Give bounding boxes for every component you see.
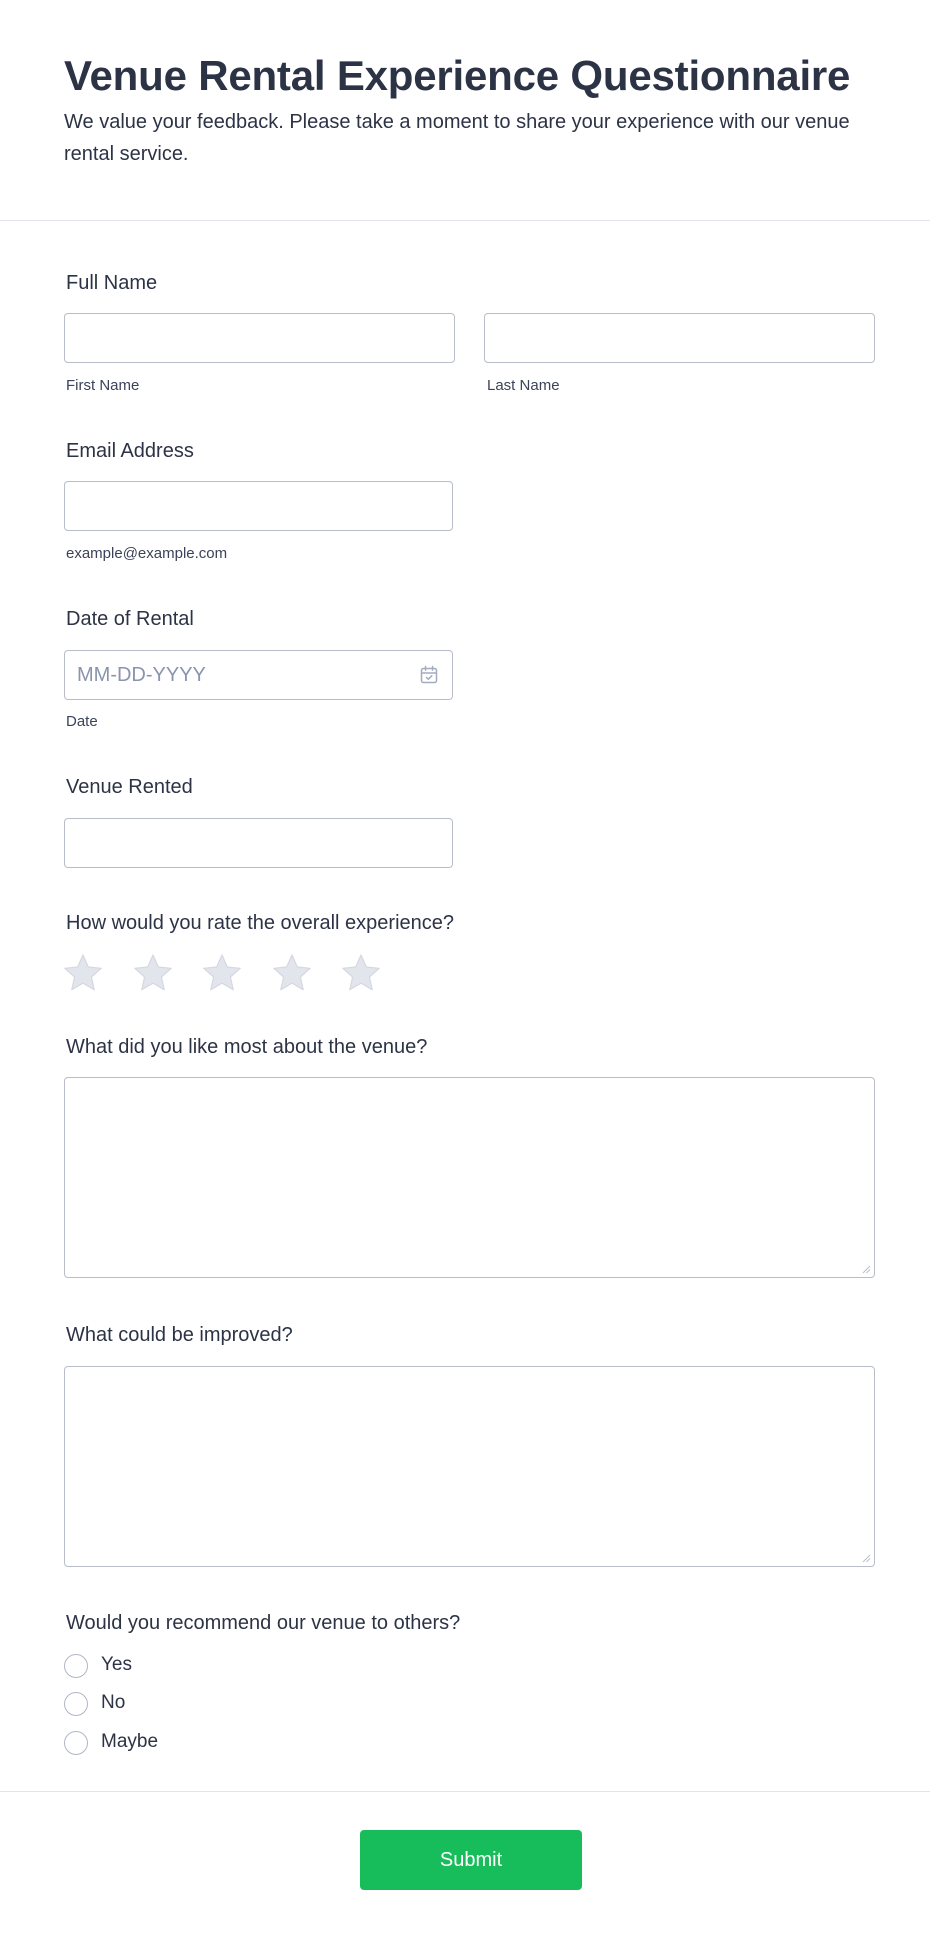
venue-input[interactable] <box>64 818 453 868</box>
radio-button[interactable] <box>64 1731 88 1755</box>
radio-label[interactable]: Maybe <box>101 1731 159 1752</box>
rental-date-placeholder: MM-DD-YYYY <box>77 664 206 686</box>
star-icon[interactable] <box>271 952 313 994</box>
rental-date-input[interactable] <box>64 650 453 700</box>
star-icon[interactable] <box>340 952 382 994</box>
last-name-sublabel: Last Name <box>487 377 560 394</box>
star-icon[interactable] <box>62 952 104 994</box>
liked-textarea[interactable] <box>64 1077 875 1278</box>
star-icon[interactable] <box>132 952 174 994</box>
resize-handle-icon[interactable] <box>861 1553 871 1563</box>
form-title: Venue Rental Experience Questionnaire <box>64 52 851 99</box>
submit-button[interactable]: Submit <box>360 1830 582 1890</box>
last-name-input[interactable] <box>484 313 875 363</box>
first-name-sublabel: First Name <box>66 377 140 394</box>
radio-button[interactable] <box>64 1692 88 1716</box>
full-name-label: Full Name <box>66 272 158 294</box>
resize-handle-icon[interactable] <box>861 1264 871 1274</box>
improved-textarea[interactable] <box>64 1366 875 1567</box>
form-footer <box>0 1791 930 1938</box>
radio-label[interactable]: Yes <box>101 1654 132 1675</box>
calendar-icon[interactable] <box>419 665 439 685</box>
rating-label: How would you rate the overall experience? <box>66 912 454 934</box>
first-name-input[interactable] <box>64 313 455 363</box>
recommend-label: Would you recommend our venue to others? <box>66 1612 461 1634</box>
venue-label: Venue Rented <box>66 776 193 798</box>
radio-button[interactable] <box>64 1654 88 1678</box>
email-label: Email Address <box>66 440 194 462</box>
rental-date-sublabel: Date <box>66 713 98 730</box>
form-subtitle: We value your feedback. Please take a moment to share your experience with our venue rental service. <box>64 111 850 165</box>
email-sublabel: example@example.com <box>66 545 228 562</box>
email-field[interactable] <box>64 481 453 531</box>
rental-date-label: Date of Rental <box>66 608 194 630</box>
liked-label: What did you like most about the venue? <box>66 1036 428 1058</box>
star-icon[interactable] <box>201 952 243 994</box>
radio-label[interactable]: No <box>101 1692 126 1713</box>
form-header <box>0 0 930 221</box>
improved-label: What could be improved? <box>66 1324 293 1346</box>
